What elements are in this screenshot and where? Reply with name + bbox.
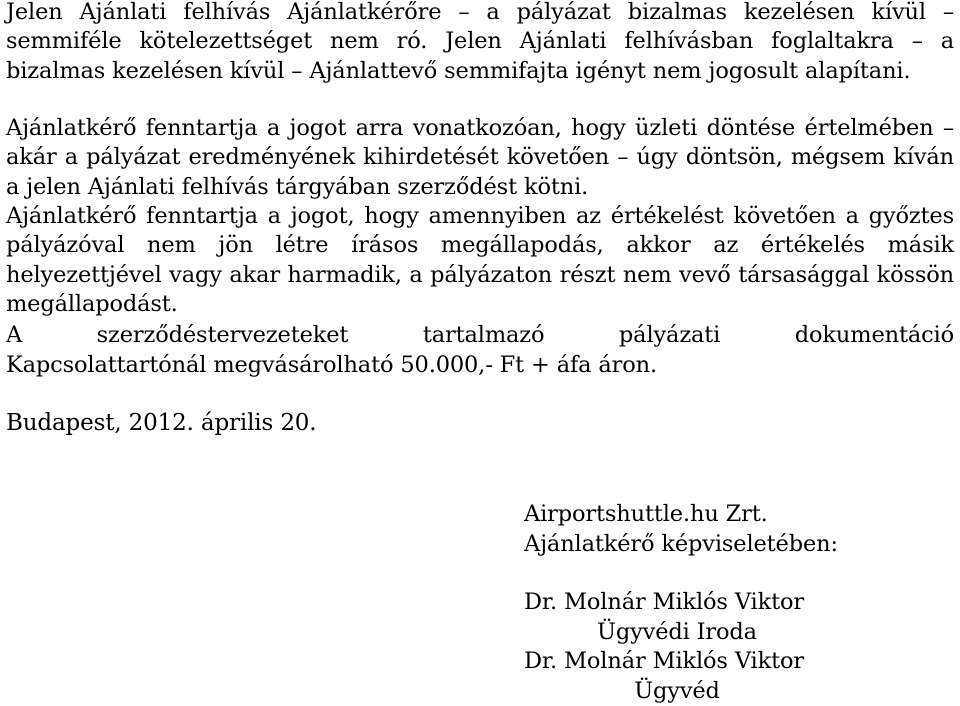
paragraph-decision-right: Ajánlatkérő fenntartja a jogot arra vonatkozóan, hogy üzleti döntése értelmében – akár a pályázat eredményének kihirdetését követően – úgy döntsön, mégsem kíván a jelen Ajánlati felhívás tárgyában szerződést kötni.	[6, 115, 954, 200]
signature-representatives	[524, 588, 854, 706]
signature-rep1-name: Dr. Molnár Miklós Viktor	[524, 589, 804, 615]
signature-rep2-title: Ügyvéd	[634, 677, 720, 704]
signature-block	[524, 500, 854, 559]
signature-company: Airportshuttle.hu Zrt.	[524, 501, 768, 527]
paragraph-disclaimer: Jelen Ajánlati felhívás Ajánlatkérőre – a pályázat bizalmas kezelésen kívül – semmiféle kötelezettséget nem ró. Jelen Ajánlati felhívásban foglaltakra – a bizalmas kezelésen kívül – Ajánlattevő semmifajta igényt nem jogosult alapítani.	[6, 0, 954, 84]
signature-role: Ajánlatkérő képviseletében:	[524, 530, 838, 557]
signature-rep1-office: Ügyvédi Iroda	[597, 618, 757, 645]
paragraph-alternative-agreement: Ajánlatkérő fenntartja a jogot, hogy amennyiben az értékelést követően a győztes pályázóval nem jön létre írásos megállapodás, akkor az értékelés másik helyezettjével vagy akar harmadik, a pályázaton részt nem vevő társasággal kössön megállapodást.	[6, 203, 954, 317]
paragraph-documentation: A szerződéstervezeteket tartalmazó pályázati dokumentáció	[6, 322, 954, 348]
date-line: Budapest, 2012. április 20.	[6, 410, 317, 436]
signature-rep2-name: Dr. Molnár Miklós Viktor	[524, 648, 804, 674]
paragraph-documentation-price: Kapcsolattartónál megvásárolható 50.000,- Ft + áfa áron.	[6, 352, 658, 378]
